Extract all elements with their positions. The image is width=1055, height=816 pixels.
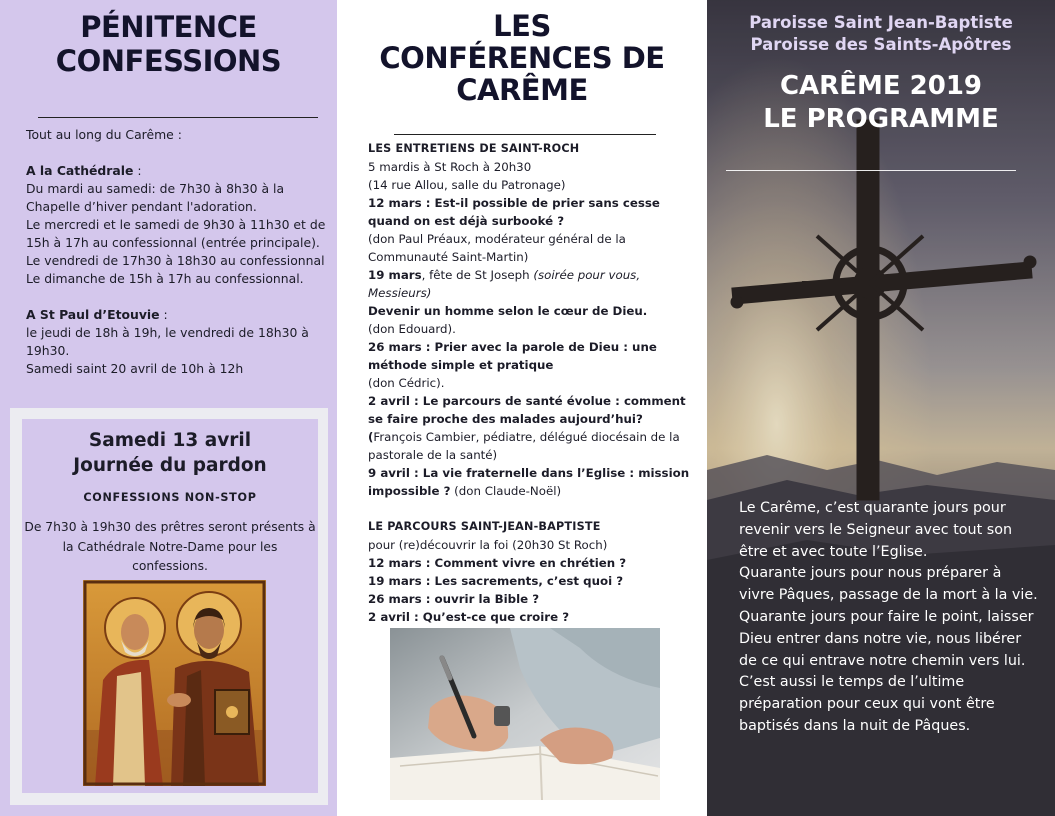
- confession-schedule: [26, 126, 328, 378]
- pardon-heading: Journée du pardon: [73, 455, 267, 476]
- roch-item-speaker: [368, 428, 690, 464]
- lent-paragraph: C’est aussi le temps de l’ultime préparation pour ceux qui vont être baptisés dans la nuit de Pâques.: [739, 674, 995, 734]
- jb-item: [368, 554, 690, 572]
- parish-line2: Paroisse des Saints-Apôtres: [750, 35, 1012, 54]
- cathedrale-heading: [26, 162, 328, 180]
- stpaul-heading-label: A St Paul d’Etouvie: [26, 307, 160, 322]
- cathedrale-heading-suffix: :: [133, 163, 142, 178]
- conferences-title-line1: LES: [493, 9, 551, 43]
- stpaul-line: le jeudi de 18h à 19h, le vendredi de 18h30 à 19h30.: [26, 325, 309, 358]
- conferences-title-line2: CONFÉRENCES DE: [379, 41, 665, 75]
- cathedrale-line: Le vendredi de 17h30 à 18h30 au confessionnal: [26, 253, 325, 268]
- lent-paragraph: Le Carême, c’est quarante jours pour revenir vers le Seigneur avec tout son être et avec toute l’Eglise.: [739, 500, 1013, 560]
- cathedrale-line: Le dimanche de 15h à 17h au confessionnal.: [26, 271, 304, 286]
- middle-divider: [394, 134, 656, 135]
- stpaul-line: Samedi saint 20 avril de 10h à 12h: [26, 361, 244, 376]
- jb-item: [368, 608, 690, 626]
- roch-item-topic: 12 mars : Est-il possible de prier sans cesse quand on est déjà surbooké ?: [368, 196, 660, 228]
- pardon-date: Samedi 13 avril: [88, 430, 252, 451]
- stpaul-heading-suffix: :: [159, 307, 168, 322]
- conferences-list: [368, 140, 690, 626]
- roch-item-topic: 26 mars : Prier avec la parole de Dieu : une méthode simple et pratique: [368, 340, 657, 372]
- jb-item-text: 26 mars : ouvrir la Bible ?: [368, 592, 540, 606]
- jb-item-text: 19 mars : Les sacrements, c’est quoi ?: [368, 574, 624, 588]
- lent-paragraph: Quarante jours pour nous préparer à vivre Pâques, passage de la mort à la vie.: [739, 565, 1038, 604]
- programme-title-line2: LE PROGRAMME: [763, 104, 999, 134]
- jb-item-text: 12 mars : Comment vivre en chrétien ?: [368, 556, 627, 570]
- roch-item-speaker-text: (don Claude-Noël): [450, 484, 562, 498]
- writing-in-notebook-image: [390, 628, 660, 800]
- pardon-description: De 7h30 à 19h30 des prêtres seront présents à la Cathédrale Notre-Dame pour les confessions.: [24, 520, 316, 573]
- roch-item: [368, 464, 690, 500]
- roch-item-text: , fête de St Joseph: [421, 268, 534, 282]
- parish-line1: Paroisse Saint Jean-Baptiste: [749, 13, 1013, 32]
- roch-item-topic: Devenir un homme selon le cœur de Dieu.: [368, 304, 648, 318]
- roch-address: (14 rue Allou, salle du Patronage): [368, 178, 566, 192]
- left-divider: [38, 117, 318, 118]
- cathedrale-line: Du mardi au samedi: de 7h30 à 8h30 à la Chapelle d’hiver pendant l'adoration.: [26, 181, 285, 214]
- roch-item: [368, 302, 690, 320]
- right-divider: [726, 170, 1016, 171]
- roch-item-speaker: (don Cédric).: [368, 376, 445, 390]
- roch-item-date: 19 mars: [368, 268, 422, 282]
- roch-item: [368, 392, 690, 428]
- penitence-title-line1: PÉNITENCE: [80, 10, 257, 44]
- roch-item: [368, 266, 690, 302]
- jb-heading: LE PARCOURS SAINT-JEAN-BAPTISTE: [368, 520, 601, 533]
- lent-paragraph: Quarante jours pour faire le point, laisser Dieu entrer dans notre vie, nous libérer de ce qui entrave notre chemin vers lui.: [739, 608, 1034, 669]
- cathedrale-line: Le mercredi et le samedi de 9h30 à 11h30 et de 15h à 17h au confessionnal (entrée principale).: [26, 217, 326, 250]
- roch-item-topic: 2 avril : Le parcours de santé évolue : comment se faire proche des malades aujourd’hui?: [368, 394, 686, 426]
- programme-title-line1: CARÊME 2019: [779, 71, 983, 101]
- schedule-intro: Tout au long du Carême :: [26, 127, 182, 142]
- conferences-title-line3: CARÊME: [456, 73, 588, 107]
- roch-item: [368, 338, 690, 374]
- roch-item-topic: 9 avril : La vie fraternelle dans l’Eglise : mission impossible ?: [368, 466, 690, 498]
- roch-heading: LES ENTRETIENS DE SAINT-ROCH: [368, 142, 580, 155]
- roch-item-italic: (soirée pour vous, Messieurs): [368, 268, 641, 300]
- penitence-title: [0, 10, 337, 78]
- jb-item: [368, 590, 690, 608]
- jb-item: [368, 572, 690, 590]
- programme-title: [707, 70, 1055, 136]
- jb-item-text: 2 avril : Qu’est-ce que croire ?: [368, 610, 570, 624]
- roch-item: [368, 194, 690, 230]
- jb-subtitle: pour (re)découvrir la foi (20h30 St Roch): [368, 538, 608, 552]
- stpaul-heading: [26, 306, 328, 324]
- pardon-title: [22, 428, 318, 478]
- roch-schedule: 5 mardis à St Roch à 20h30: [368, 160, 532, 174]
- christ-and-saint-icon-image: [83, 580, 266, 786]
- roch-item-paren: (: [368, 430, 374, 444]
- roch-item-speaker-text: François Cambier, pédiatre, délégué diocésain de la pastorale de la santé): [368, 430, 680, 462]
- pardon-subtitle: CONFESSIONS NON-STOP: [83, 491, 257, 504]
- lent-description: [739, 498, 1039, 738]
- parish-names: [707, 12, 1055, 56]
- roch-item-speaker: (don Paul Préaux, modérateur général de la Communauté Saint-Martin): [368, 232, 626, 264]
- penitence-title-line2: CONFESSIONS: [55, 44, 282, 78]
- roch-item-speaker: (don Edouard).: [368, 322, 456, 336]
- conferences-title: [337, 10, 707, 106]
- cathedrale-heading-label: A la Cathédrale: [26, 163, 134, 178]
